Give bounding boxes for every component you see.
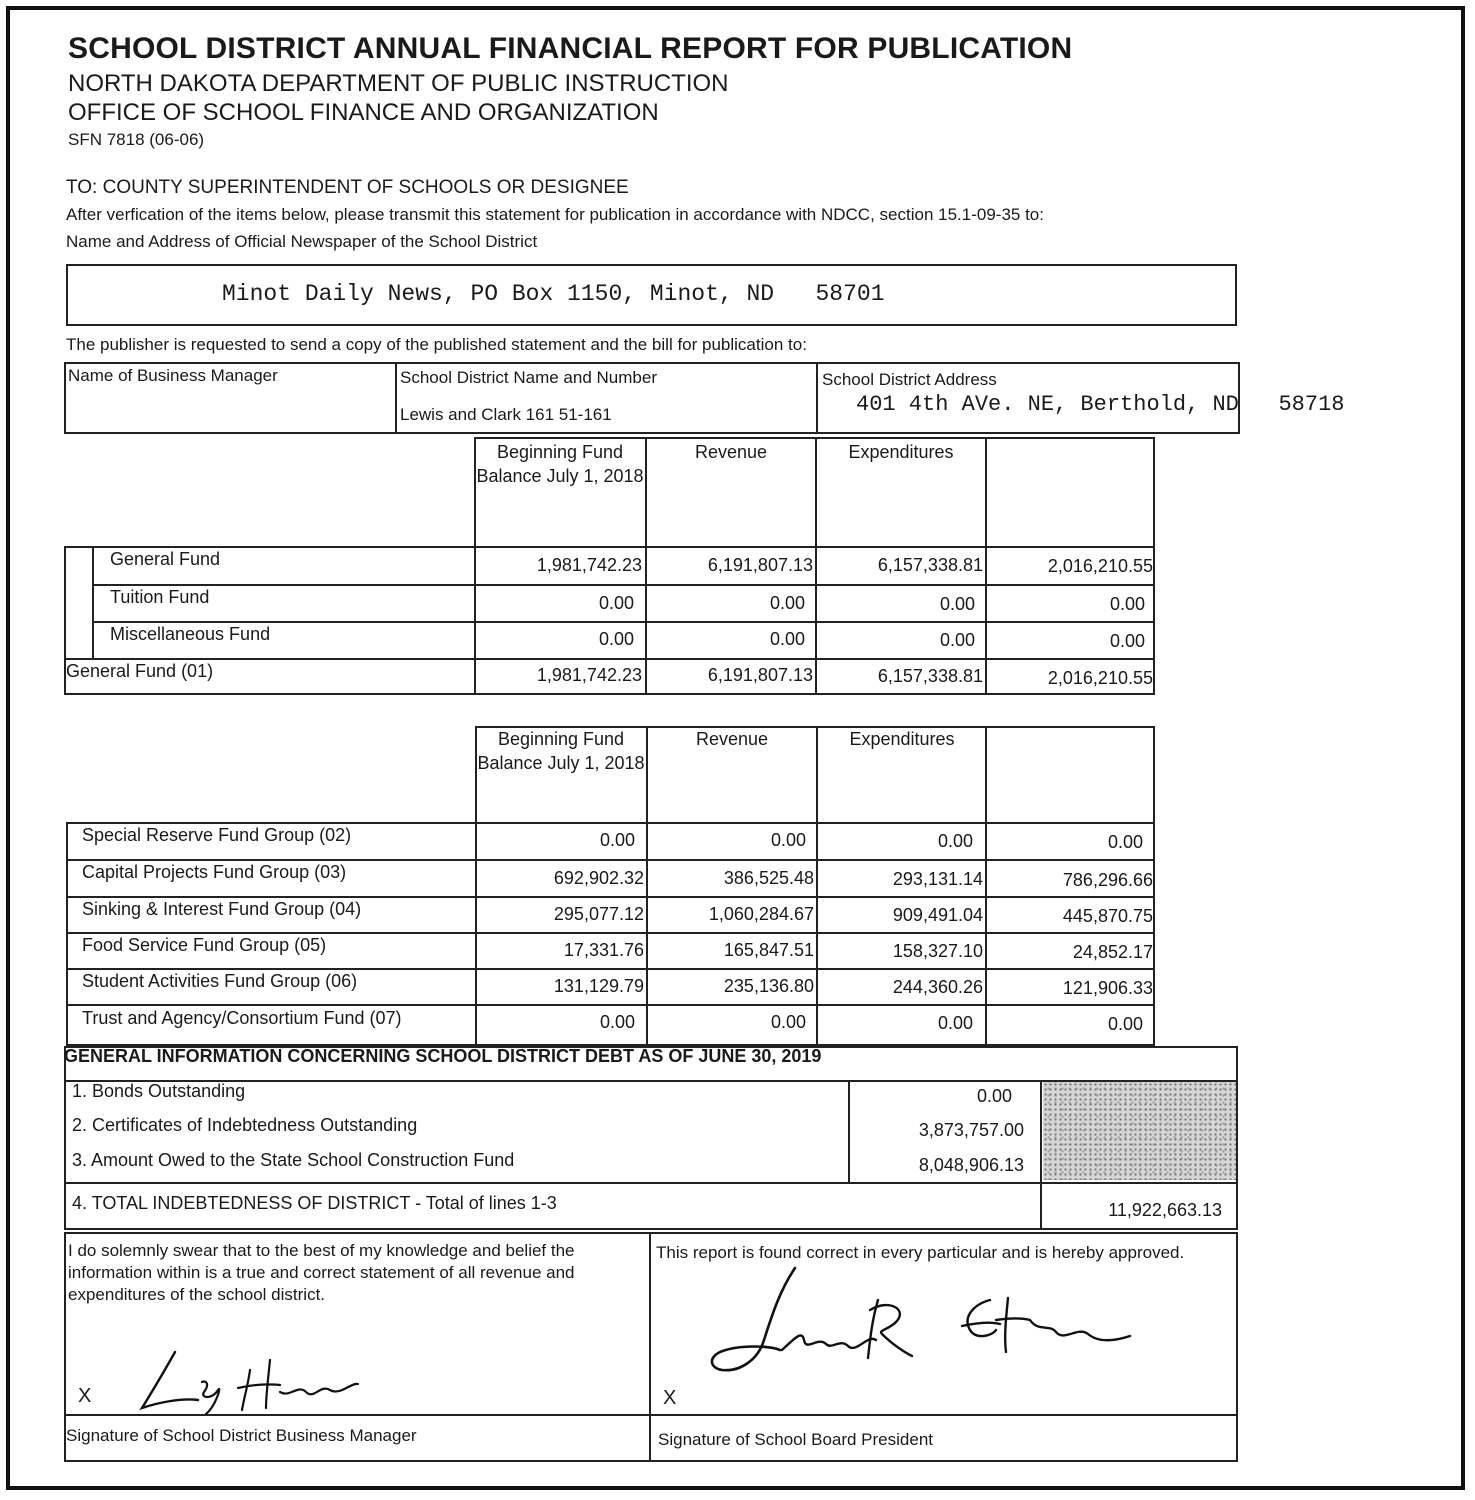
total-indebtedness-value: 11,922,663.13 — [1108, 1200, 1222, 1220]
row-divider — [64, 658, 1155, 660]
publisher-note: The publisher is requested to send a copy of the published statement and the bill for publication to: — [66, 335, 807, 354]
misc-fund-expenditures: 0.00 — [939, 630, 975, 650]
district-name-value: Lewis and Clark 161 51-161 — [400, 405, 612, 424]
special-reserve-expenditures: 0.00 — [937, 831, 973, 851]
construction-fund-value: 8,048,906.13 — [918, 1155, 1024, 1175]
office-name: OFFICE OF SCHOOL FINANCE AND ORGANIZATION — [68, 99, 659, 126]
header-revenue-2: Revenue — [695, 729, 769, 749]
row-divider — [66, 932, 1155, 934]
special-reserve-label: Special Reserve Fund Group (02) — [82, 825, 352, 845]
newspaper-address: Minot Daily News, PO Box 1150, Minot, ND 58701 — [222, 281, 885, 307]
header-beginning-balance-2: Beginning Fund Balance July 1, 2018 — [477, 729, 645, 773]
tuition-fund-revenue: 0.00 — [769, 593, 805, 613]
row-divider — [66, 859, 1155, 861]
misc-fund-ending: 0.00 — [1109, 631, 1145, 651]
general-fund-revenue: 6,191,807.13 — [707, 555, 813, 575]
capital-projects-beginning: 692,902.32 — [553, 868, 644, 888]
trust-agency-expenditures: 0.00 — [937, 1013, 973, 1033]
sinking-interest-beginning: 295,077.12 — [553, 904, 644, 924]
department-name: NORTH DAKOTA DEPARTMENT OF PUBLIC INSTRUCTION — [68, 70, 729, 97]
food-service-revenue: 165,847.51 — [723, 940, 814, 960]
food-service-expenditures: 158,327.10 — [892, 941, 983, 961]
row-divider — [66, 822, 1155, 824]
general-fund-01-revenue: 6,191,807.13 — [707, 665, 813, 685]
signature-divider — [649, 1232, 651, 1462]
total-indebtedness-label: 4. TOTAL INDEBTEDNESS OF DISTRICT - Total of lines 1-3 — [72, 1193, 557, 1213]
indent-divider — [92, 546, 94, 658]
special-reserve-beginning: 0.00 — [599, 830, 635, 850]
general-fund-expenditures: 6,157,338.81 — [877, 555, 983, 575]
oath-statement: I do solemnly swear that to the best of my knowledge and belief the information within is a true and correct statement of all revenue and expenditures of the school district. — [68, 1241, 575, 1304]
food-service-label: Food Service Fund Group (05) — [82, 935, 327, 955]
form-number: SFN 7818 (06-06) — [68, 130, 205, 149]
student-activities-beginning: 131,129.79 — [553, 976, 644, 996]
header-beginning-balance: Beginning Fund Balance July 1, 2018 — [476, 442, 644, 486]
construction-fund-label: 3. Amount Owed to the State School Construction Fund — [72, 1150, 515, 1170]
district-address-label: School District Address — [822, 370, 997, 389]
capital-projects-revenue: 386,525.48 — [723, 868, 814, 888]
general-fund-ending: 2,016,210.55 — [1047, 556, 1153, 576]
district-address-value: 401 4th AVe. NE, Berthold, ND 58718 — [856, 392, 1345, 417]
district-divider — [816, 362, 818, 434]
shaded-cell — [1043, 1082, 1236, 1180]
transmit-instructions: After verfication of the items below, please transmit this statement for publication in accordance with NDCC, section 15.1-09-35 to: — [66, 205, 1044, 224]
special-reserve-ending: 0.00 — [1107, 832, 1143, 852]
row-divider — [66, 1004, 1155, 1006]
bonds-outstanding-value: 0.00 — [976, 1086, 1012, 1106]
bonds-outstanding-label: 1. Bonds Outstanding — [72, 1081, 246, 1101]
misc-fund-revenue: 0.00 — [769, 629, 805, 649]
trust-agency-revenue: 0.00 — [770, 1012, 806, 1032]
sinking-interest-revenue: 1,060,284.67 — [708, 904, 814, 924]
student-activities-expenditures: 244,360.26 — [892, 977, 983, 997]
food-service-ending: 24,852.17 — [1072, 942, 1153, 962]
trust-agency-beginning: 0.00 — [599, 1012, 635, 1032]
general-fund-01-ending: 2,016,210.55 — [1047, 668, 1153, 688]
debt-divider — [64, 1182, 1238, 1184]
row-divider — [64, 546, 1155, 548]
business-manager-label: Name of Business Manager — [68, 366, 278, 385]
capital-projects-ending: 786,296.66 — [1062, 870, 1153, 890]
header-revenue: Revenue — [694, 442, 768, 462]
certificates-value: 3,873,757.00 — [918, 1120, 1024, 1140]
misc-fund-label: Miscellaneous Fund — [110, 624, 271, 644]
header-expenditures-2: Expenditures — [849, 729, 955, 749]
tuition-fund-beginning: 0.00 — [598, 593, 634, 613]
row-divider — [92, 621, 1155, 623]
report-title: SCHOOL DISTRICT ANNUAL FINANCIAL REPORT FOR PUBLICATION — [68, 32, 1073, 65]
tuition-fund-ending: 0.00 — [1109, 594, 1145, 614]
approval-statement: This report is found correct in every particular and is hereby approved. — [656, 1243, 1185, 1262]
food-service-beginning: 17,331.76 — [563, 940, 644, 960]
special-reserve-revenue: 0.00 — [770, 830, 806, 850]
general-fund-beginning: 1,981,742.23 — [536, 555, 642, 575]
district-name-label: School District Name and Number — [400, 368, 657, 387]
certificates-label: 2. Certificates of Indebtedness Outstanding — [72, 1115, 418, 1135]
general-fund-01-beginning: 1,981,742.23 — [536, 665, 642, 685]
president-x-mark: X — [663, 1387, 677, 1409]
capital-projects-label: Capital Projects Fund Group (03) — [82, 862, 347, 882]
sinking-interest-label: Sinking & Interest Fund Group (04) — [82, 899, 362, 919]
row-divider — [66, 896, 1155, 898]
general-fund-01-label: General Fund (01) — [66, 661, 214, 681]
sinking-interest-expenditures: 909,491.04 — [892, 905, 983, 925]
district-divider — [395, 362, 397, 434]
general-fund-label: General Fund — [110, 549, 221, 569]
capital-projects-expenditures: 293,131.14 — [892, 869, 983, 889]
manager-signature-caption: Signature of School District Business Manager — [66, 1426, 417, 1445]
business-manager-signature — [120, 1340, 380, 1420]
header-expenditures: Expenditures — [848, 442, 954, 462]
newspaper-label: Name and Address of Official Newspaper of the School District — [66, 232, 538, 251]
misc-fund-beginning: 0.00 — [598, 629, 634, 649]
general-fund-01-expenditures: 6,157,338.81 — [877, 666, 983, 686]
manager-x-mark: X — [78, 1385, 92, 1407]
student-activities-ending: 121,906.33 — [1062, 978, 1153, 998]
row-divider — [92, 584, 1155, 586]
debt-heading: GENERAL INFORMATION CONCERNING SCHOOL DISTRICT DEBT AS OF JUNE 30, 2019 — [64, 1046, 822, 1066]
row-divider — [66, 968, 1155, 970]
student-activities-label: Student Activities Fund Group (06) — [82, 971, 358, 991]
recipient-line: TO: COUNTY SUPERINTENDENT OF SCHOOLS OR DESIGNEE — [66, 177, 629, 198]
trust-agency-label: Trust and Agency/Consortium Fund (07) — [82, 1008, 402, 1028]
tuition-fund-expenditures: 0.00 — [939, 594, 975, 614]
trust-agency-ending: 0.00 — [1107, 1014, 1143, 1034]
sinking-interest-ending: 445,870.75 — [1062, 906, 1153, 926]
student-activities-revenue: 235,136.80 — [723, 976, 814, 996]
tuition-fund-label: Tuition Fund — [110, 587, 210, 607]
board-president-signature — [700, 1260, 1150, 1390]
president-signature-caption: Signature of School Board President — [658, 1430, 934, 1449]
